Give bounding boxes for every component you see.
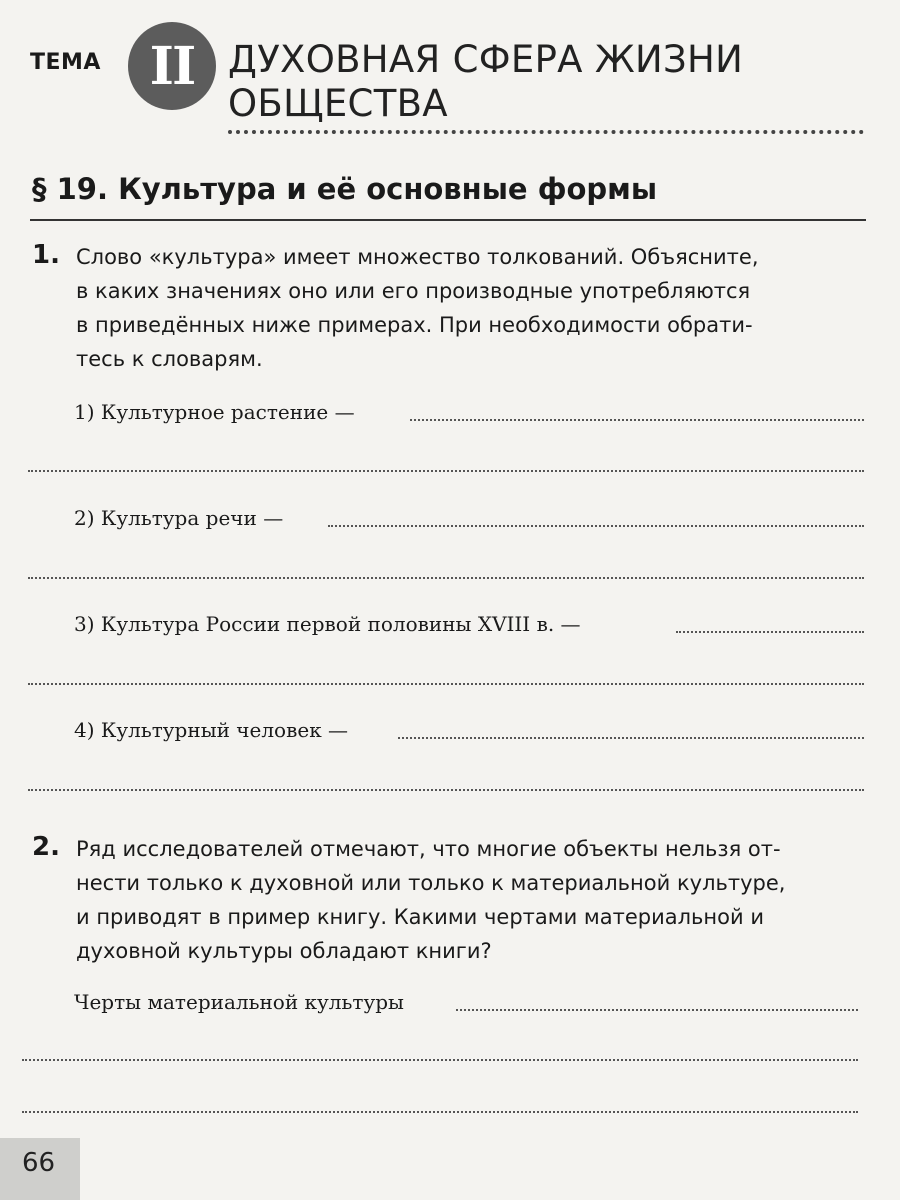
- header-dotted-divider: [228, 130, 864, 134]
- task1-text: [76, 240, 866, 376]
- tema-label: ТЕМА: [30, 50, 101, 75]
- task1-number: 1.: [32, 240, 60, 270]
- answer-line[interactable]: [456, 1009, 858, 1011]
- task2-text-line: Ряд исследователей отмечают, что многие объекты нельзя от-: [76, 837, 781, 861]
- page-number: 66: [22, 1148, 56, 1178]
- answer-line[interactable]: [28, 577, 864, 579]
- task1-item-4-label: 4) Культурный человек —: [74, 718, 349, 742]
- answer-line[interactable]: [28, 789, 864, 791]
- tema-number-badge: II: [128, 22, 216, 110]
- tema-title-line2: ОБЩЕСТВА: [228, 82, 448, 125]
- answer-line[interactable]: [28, 683, 864, 685]
- answer-line[interactable]: [328, 525, 864, 527]
- answer-line[interactable]: [398, 737, 864, 739]
- task2-answer-label: Черты материальной культуры: [74, 990, 404, 1014]
- answer-line[interactable]: [28, 470, 864, 472]
- section-divider: [30, 219, 866, 221]
- task1-item-1-label: 1) Культурное растение —: [74, 400, 355, 424]
- tema-title-line1: ДУХОВНАЯ СФЕРА ЖИЗНИ: [228, 38, 744, 81]
- task1-text-line: тесь к словарям.: [76, 347, 263, 371]
- task1-text-line: в каких значениях оно или его производные употребляются: [76, 279, 751, 303]
- task1-item-3-label: 3) Культура России первой половины XVIII в. —: [74, 612, 581, 636]
- task2-text-line: нести только к духовной или только к материальной культуре,: [76, 871, 786, 895]
- task2-text: [76, 832, 866, 968]
- tema-title: [228, 38, 743, 126]
- answer-line[interactable]: [410, 419, 864, 421]
- answer-line[interactable]: [22, 1059, 858, 1061]
- answer-line[interactable]: [22, 1111, 858, 1113]
- task2-text-line: и приводят в пример книгу. Какими чертами материальной и: [76, 905, 764, 929]
- answer-line[interactable]: [676, 631, 864, 633]
- task1-item-2-label: 2) Культура речи —: [74, 506, 284, 530]
- section-title: § 19. Культура и её основные формы: [32, 172, 658, 206]
- task1-text-line: Слово «культура» имеет множество толкований. Объясните,: [76, 245, 759, 269]
- task2-text-line: духовной культуры обладают книги?: [76, 939, 492, 963]
- task2-number: 2.: [32, 832, 60, 862]
- task1-text-line: в приведённых ниже примерах. При необходимости обрати-: [76, 313, 753, 337]
